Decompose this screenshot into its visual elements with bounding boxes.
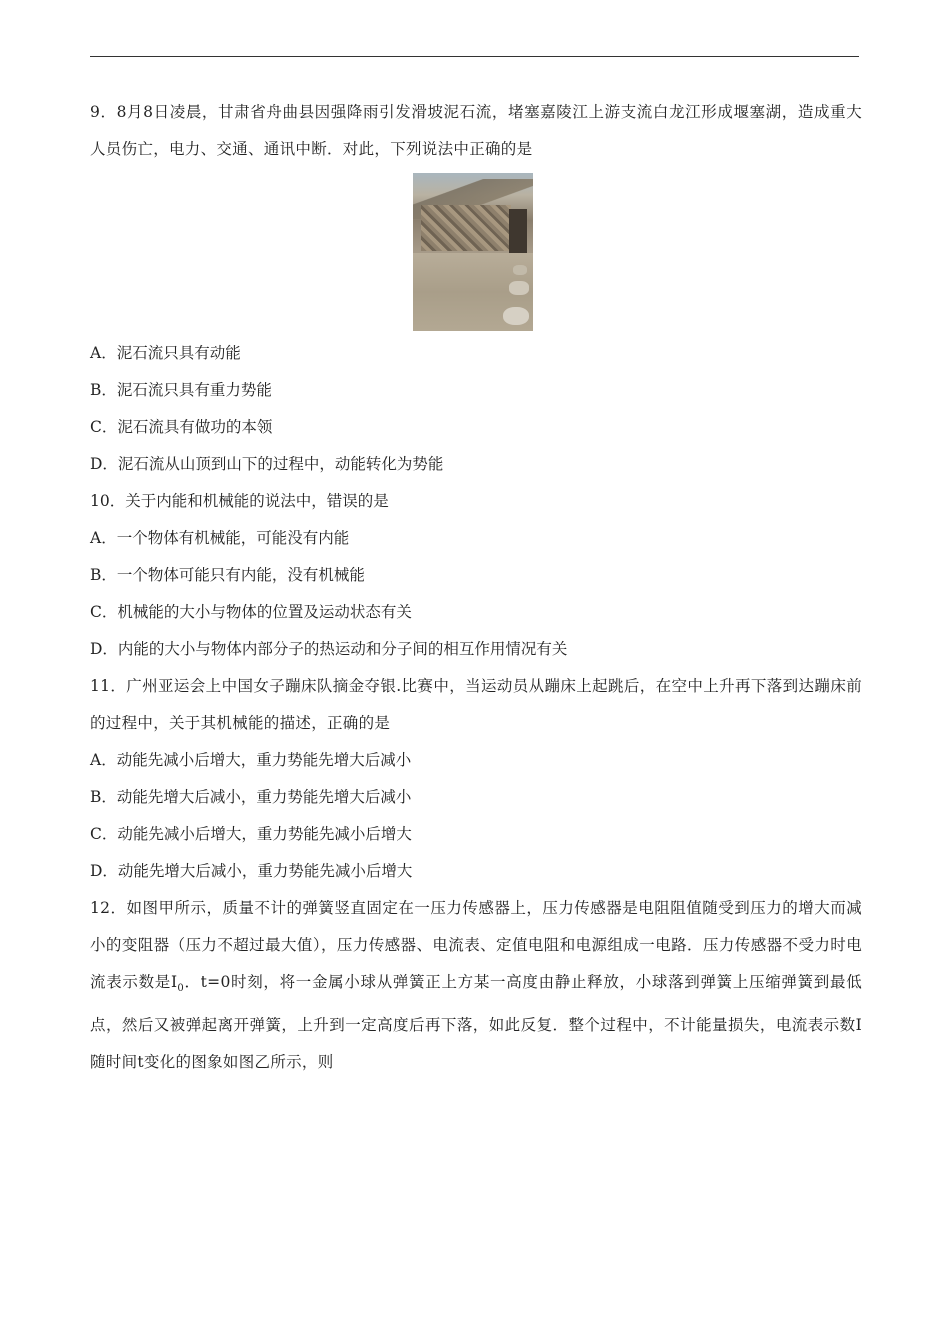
- mudslide-photo: [413, 173, 533, 331]
- exam-content: [90, 94, 862, 1081]
- question-12-stem: [90, 890, 862, 1081]
- question-11-option-d: D．动能先增大后减小，重力势能先减小后增大: [90, 862, 413, 880]
- question-11-option-a: A．动能先减小后增大，重力势能先增大后减小: [90, 751, 412, 769]
- current-subscript: 0: [177, 983, 185, 995]
- question-9-figure: [90, 170, 862, 335]
- header-rule: [90, 56, 859, 57]
- question-9-option-a: A．泥石流只具有动能: [90, 344, 241, 362]
- question-11-option-c: C．动能先减小后增大，重力势能先减小后增大: [90, 825, 412, 843]
- question-11-option-b: B．动能先增大后减小，重力势能先增大后减小: [90, 788, 412, 806]
- question-12-text-b: ．t=0时刻，将一金属小球从弹簧正上方某一高度由静止释放，小球落到弹簧上压缩弹簧到最低点，然后又被弹起离开弹簧，上升到一定高度后再下落，如此反复．整个过程中，不计能量损失，电流表示数I随时间t变化的图象如图乙所示，则: [90, 973, 862, 1072]
- question-10-stem: 10．关于内能和机械能的说法中，错误的是: [90, 492, 389, 510]
- question-9-option-b: B．泥石流只具有重力势能: [90, 381, 272, 399]
- question-10-option-a: A．一个物体有机械能，可能没有内能: [90, 529, 350, 547]
- question-10-option-c: C．机械能的大小与物体的位置及运动状态有关: [90, 603, 412, 621]
- question-9-stem: 9．8月8日凌晨，甘肃省舟曲县因强降雨引发滑坡泥石流，堵塞嘉陵江上游支流白龙江形成堰塞湖，造成重大人员伤亡，电力、交通、通讯中断．对此，下列说法中正确的是: [90, 103, 862, 158]
- question-12-text-a: 12．如图甲所示，质量不计的弹簧竖直固定在一压力传感器上，压力传感器是电阻阻值随受到压力的增大而减小的变阻器（压力不超过最大值），压力传感器、电流表、定值电阻和电源组成一电路．压力传感器不受力时电流表示数是: [90, 899, 862, 991]
- current-symbol: I: [170, 973, 178, 991]
- question-10-option-d: D．内能的大小与物体内部分子的热运动和分子间的相互作用情况有关: [90, 640, 568, 658]
- question-10-option-b: B．一个物体可能只有内能，没有机械能: [90, 566, 365, 584]
- question-11-stem: 11．广州亚运会上中国女子蹦床队摘金夺银.比赛中，当运动员从蹦床上起跳后，在空中上升再下落到达蹦床前的过程中，关于其机械能的描述，正确的是: [90, 677, 862, 732]
- question-9-option-d: D．泥石流从山顶到山下的过程中，动能转化为势能: [90, 455, 444, 473]
- question-9-option-c: C．泥石流具有做功的本领: [90, 418, 273, 436]
